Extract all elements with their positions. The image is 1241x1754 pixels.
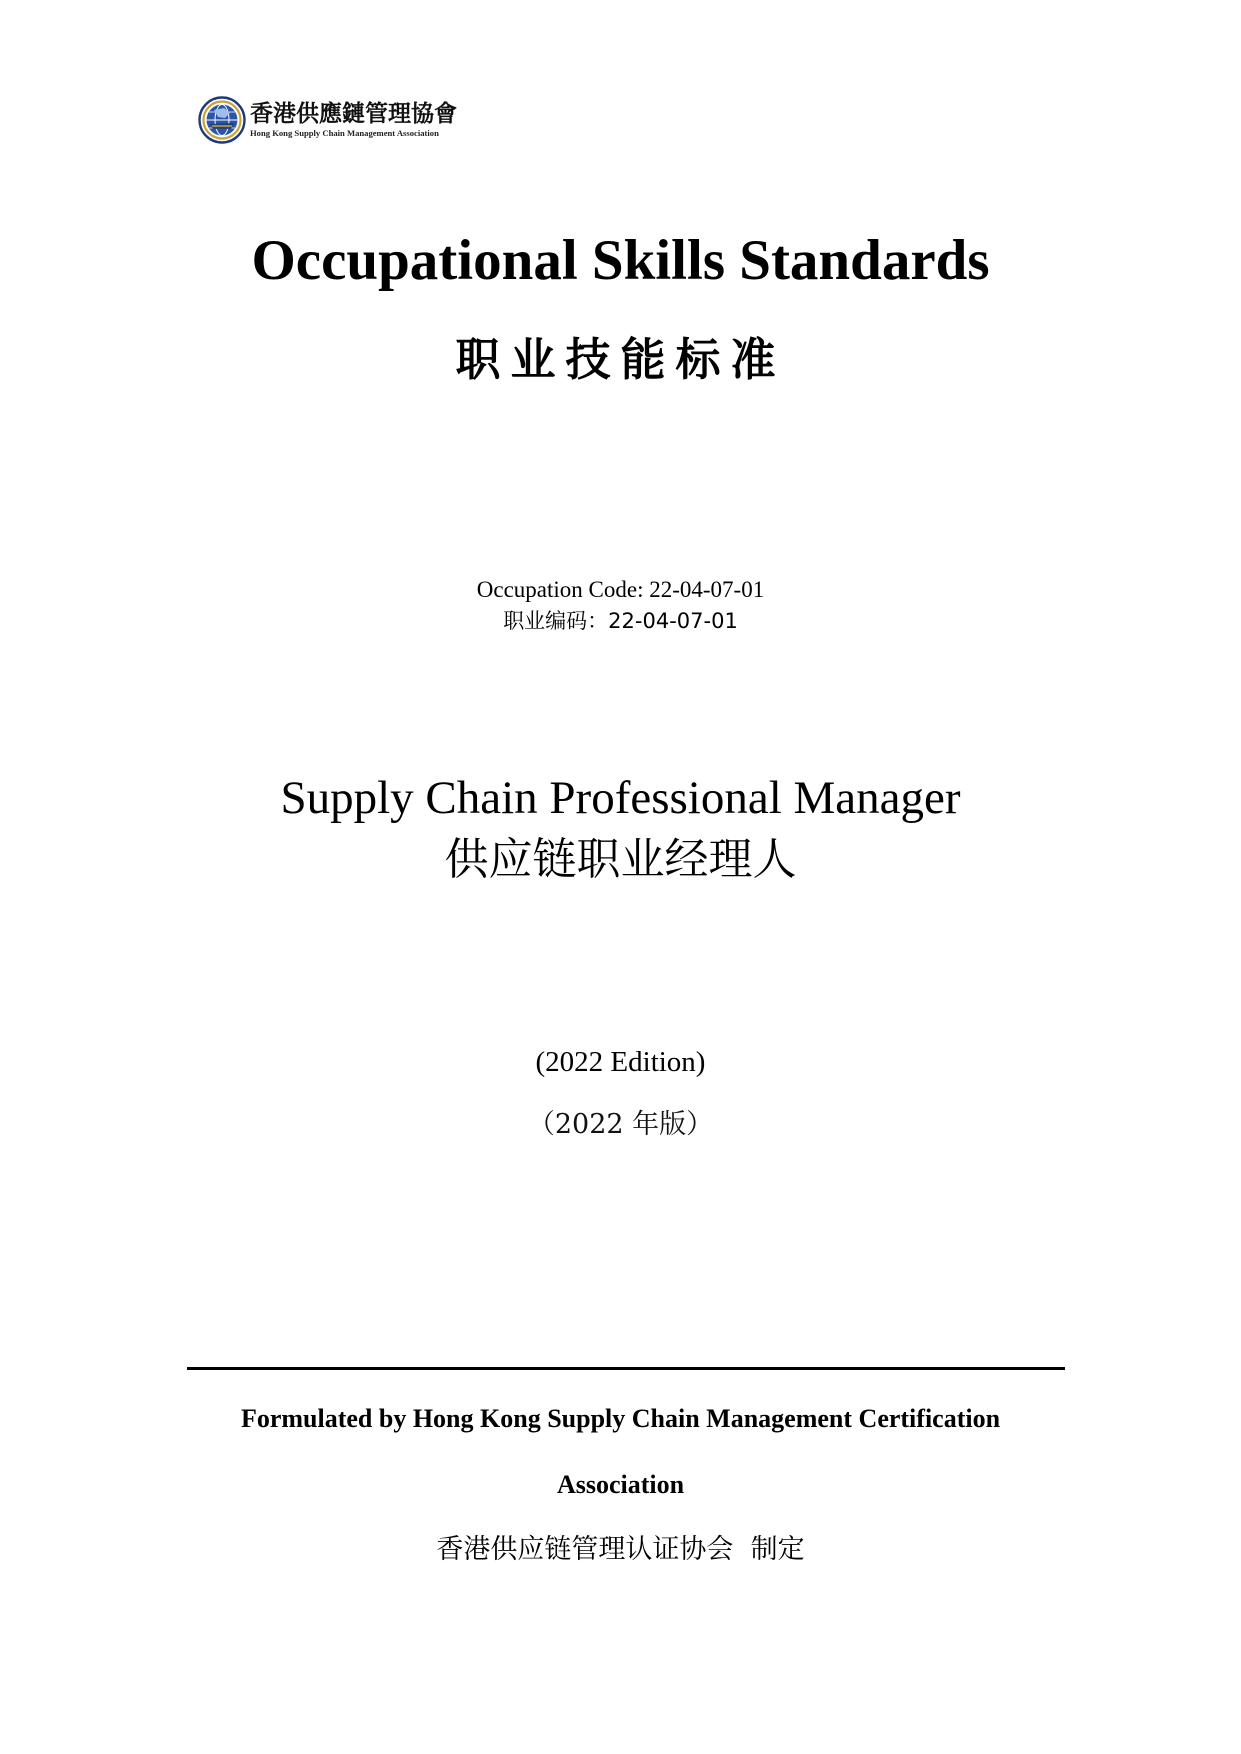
formulated-by-chinese: 香港供应链管理认证协会 制定 bbox=[436, 1534, 805, 1565]
document-title-english: Occupational Skills Standards bbox=[251, 229, 990, 292]
globe-emblem-icon bbox=[198, 96, 246, 144]
formulated-by-english-line1: Formulated by Hong Kong Supply Chain Management Certification bbox=[240, 1404, 1001, 1433]
association-logo bbox=[198, 96, 457, 144]
occupation-code-chinese: 职业编码：22-04-07-01 bbox=[503, 609, 738, 633]
logo-chinese-name: 香港供應鏈管理協會 bbox=[250, 100, 457, 127]
logo-english-name: Hong Kong Supply Chain Management Association bbox=[250, 127, 439, 138]
document-title-chinese: 职业技能标准 bbox=[455, 333, 786, 386]
occupation-name-english: Supply Chain Professional Manager bbox=[280, 772, 961, 824]
occupation-name-chinese: 供应链职业经理人 bbox=[444, 834, 797, 885]
edition-chinese: （2022 年版） bbox=[527, 1109, 714, 1140]
formulated-by-english-line2: Association bbox=[556, 1470, 685, 1499]
footer-divider bbox=[187, 1367, 1065, 1370]
occupation-code-english: Occupation Code: 22-04-07-01 bbox=[476, 577, 765, 602]
edition-english: (2022 Edition) bbox=[535, 1046, 706, 1078]
